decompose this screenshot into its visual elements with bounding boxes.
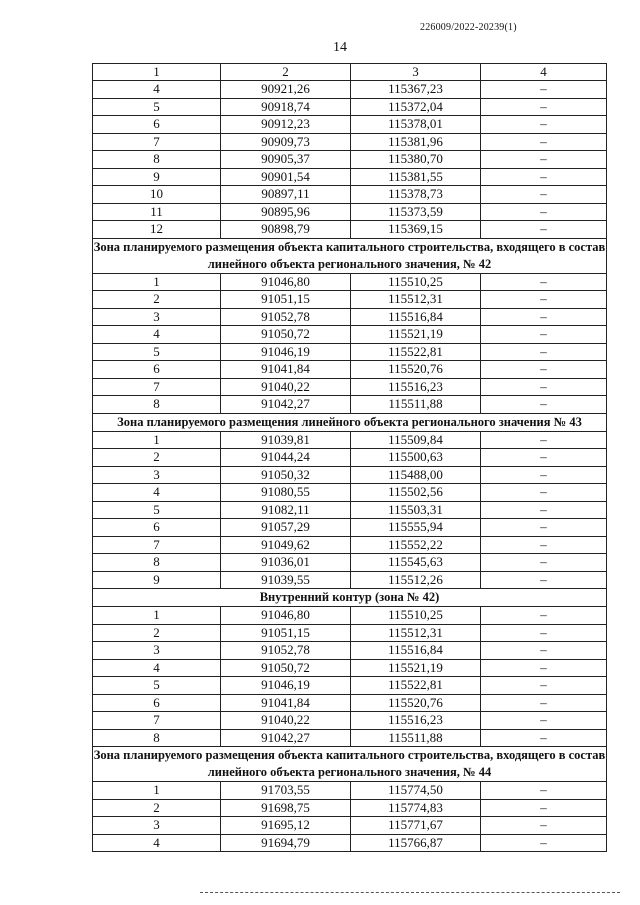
table-row	[93, 642, 607, 660]
note-cell: –	[481, 449, 607, 467]
y-coordinate-cell: 115521,19	[351, 326, 481, 344]
x-coordinate-cell: 91695,12	[221, 817, 351, 835]
point-number-cell: 3	[93, 642, 221, 660]
y-coordinate-cell: 115488,00	[351, 466, 481, 484]
y-coordinate-cell: 115512,31	[351, 291, 481, 309]
note-cell: –	[481, 571, 607, 589]
section-title-row	[93, 238, 607, 273]
x-coordinate-cell: 90921,26	[221, 81, 351, 99]
table-row	[93, 186, 607, 204]
note-cell: –	[481, 799, 607, 817]
point-number-cell: 2	[93, 449, 221, 467]
point-number-cell: 8	[93, 151, 221, 169]
x-coordinate-cell: 91050,32	[221, 466, 351, 484]
x-coordinate-cell: 91042,27	[221, 396, 351, 414]
note-cell: –	[481, 326, 607, 344]
point-number-cell: 6	[93, 116, 221, 134]
y-coordinate-cell: 115373,59	[351, 203, 481, 221]
note-cell: –	[481, 642, 607, 660]
y-coordinate-cell: 115378,01	[351, 116, 481, 134]
x-coordinate-cell: 91080,55	[221, 484, 351, 502]
table-row	[93, 799, 607, 817]
note-cell: –	[481, 729, 607, 747]
point-number-cell: 6	[93, 519, 221, 537]
table-row	[93, 782, 607, 800]
x-coordinate-cell: 90905,37	[221, 151, 351, 169]
note-cell: –	[481, 151, 607, 169]
x-coordinate-cell: 91050,72	[221, 326, 351, 344]
note-cell: –	[481, 782, 607, 800]
x-coordinate-cell: 91698,75	[221, 799, 351, 817]
x-coordinate-cell: 91046,19	[221, 343, 351, 361]
y-coordinate-cell: 115511,88	[351, 729, 481, 747]
note-cell: –	[481, 396, 607, 414]
point-number-cell: 8	[93, 554, 221, 572]
point-number-cell: 4	[93, 326, 221, 344]
x-coordinate-cell: 91046,19	[221, 677, 351, 695]
y-coordinate-cell: 115516,84	[351, 642, 481, 660]
point-number-cell: 2	[93, 291, 221, 309]
note-cell: –	[481, 98, 607, 116]
note-cell: –	[481, 361, 607, 379]
table-row	[93, 554, 607, 572]
section-title-row	[93, 413, 607, 431]
note-cell: –	[481, 712, 607, 730]
table-row	[93, 151, 607, 169]
note-cell: –	[481, 431, 607, 449]
section-title: Внутренний контур (зона № 42)	[93, 589, 607, 607]
page-number: 14	[333, 40, 347, 55]
footer-divider	[200, 892, 620, 893]
x-coordinate-cell: 91044,24	[221, 449, 351, 467]
point-number-cell: 4	[93, 81, 221, 99]
table-row	[93, 116, 607, 134]
coordinates-table	[92, 63, 607, 852]
y-coordinate-cell: 115367,23	[351, 81, 481, 99]
point-number-cell: 10	[93, 186, 221, 204]
y-coordinate-cell: 115503,31	[351, 501, 481, 519]
table-row	[93, 694, 607, 712]
point-number-cell: 4	[93, 484, 221, 502]
table-row	[93, 378, 607, 396]
y-coordinate-cell: 115378,73	[351, 186, 481, 204]
x-coordinate-cell: 91057,29	[221, 519, 351, 537]
y-coordinate-cell: 115516,23	[351, 378, 481, 396]
point-number-cell: 3	[93, 817, 221, 835]
x-coordinate-cell: 91051,15	[221, 291, 351, 309]
point-number-cell: 1	[93, 782, 221, 800]
point-number-cell: 3	[93, 466, 221, 484]
y-coordinate-cell: 115510,25	[351, 273, 481, 291]
x-coordinate-cell: 90918,74	[221, 98, 351, 116]
point-number-cell: 7	[93, 712, 221, 730]
x-coordinate-cell: 91042,27	[221, 729, 351, 747]
x-coordinate-cell: 91703,55	[221, 782, 351, 800]
x-coordinate-cell: 91052,78	[221, 308, 351, 326]
x-coordinate-cell: 91052,78	[221, 642, 351, 660]
table-header-row	[93, 64, 607, 81]
note-cell: –	[481, 221, 607, 239]
y-coordinate-cell: 115381,55	[351, 168, 481, 186]
x-coordinate-cell: 90895,96	[221, 203, 351, 221]
y-coordinate-cell: 115516,23	[351, 712, 481, 730]
note-cell: –	[481, 186, 607, 204]
point-number-cell: 5	[93, 98, 221, 116]
note-cell: –	[481, 834, 607, 852]
table-row	[93, 168, 607, 186]
x-coordinate-cell: 90897,11	[221, 186, 351, 204]
note-cell: –	[481, 81, 607, 99]
note-cell: –	[481, 378, 607, 396]
x-coordinate-cell: 91082,11	[221, 501, 351, 519]
point-number-cell: 7	[93, 536, 221, 554]
point-number-cell: 5	[93, 501, 221, 519]
x-coordinate-cell: 91049,62	[221, 536, 351, 554]
coordinates-table-body	[93, 64, 607, 852]
y-coordinate-cell: 115500,63	[351, 449, 481, 467]
y-coordinate-cell: 115372,04	[351, 98, 481, 116]
table-row	[93, 659, 607, 677]
y-coordinate-cell: 115510,25	[351, 607, 481, 625]
section-title: Зона планируемого размещения объекта капитального строительства, входящего в состав линейного объекта регионального значения, № 42	[93, 238, 607, 273]
y-coordinate-cell: 115771,67	[351, 817, 481, 835]
x-coordinate-cell: 91046,80	[221, 607, 351, 625]
point-number-cell: 6	[93, 361, 221, 379]
table-row	[93, 98, 607, 116]
table-row	[93, 607, 607, 625]
table-row	[93, 677, 607, 695]
table-row	[93, 343, 607, 361]
y-coordinate-cell: 115516,84	[351, 308, 481, 326]
note-cell: –	[481, 168, 607, 186]
y-coordinate-cell: 115774,50	[351, 782, 481, 800]
x-coordinate-cell: 91050,72	[221, 659, 351, 677]
table-row	[93, 396, 607, 414]
y-coordinate-cell: 115552,22	[351, 536, 481, 554]
note-cell: –	[481, 554, 607, 572]
section-title-row	[93, 589, 607, 607]
x-coordinate-cell: 91046,80	[221, 273, 351, 291]
table-row	[93, 834, 607, 852]
note-cell: –	[481, 536, 607, 554]
y-coordinate-cell: 115520,76	[351, 361, 481, 379]
y-coordinate-cell: 115522,81	[351, 677, 481, 695]
y-coordinate-cell: 115521,19	[351, 659, 481, 677]
point-number-cell: 1	[93, 607, 221, 625]
note-cell: –	[481, 466, 607, 484]
table-row	[93, 273, 607, 291]
point-number-cell: 2	[93, 624, 221, 642]
note-cell: –	[481, 273, 607, 291]
column-header: 2	[221, 64, 351, 81]
x-coordinate-cell: 90912,23	[221, 116, 351, 134]
section-title-row	[93, 747, 607, 782]
x-coordinate-cell: 91039,55	[221, 571, 351, 589]
point-number-cell: 8	[93, 396, 221, 414]
table-row	[93, 501, 607, 519]
point-number-cell: 7	[93, 133, 221, 151]
table-row	[93, 326, 607, 344]
point-number-cell: 5	[93, 677, 221, 695]
column-header: 3	[351, 64, 481, 81]
table-row	[93, 712, 607, 730]
table-row	[93, 308, 607, 326]
x-coordinate-cell: 91039,81	[221, 431, 351, 449]
table-row	[93, 624, 607, 642]
y-coordinate-cell: 115512,26	[351, 571, 481, 589]
y-coordinate-cell: 115509,84	[351, 431, 481, 449]
point-number-cell: 8	[93, 729, 221, 747]
x-coordinate-cell: 90898,79	[221, 221, 351, 239]
x-coordinate-cell: 90909,73	[221, 133, 351, 151]
note-cell: –	[481, 484, 607, 502]
table-row	[93, 431, 607, 449]
section-title: Зона планируемого размещения линейного объекта регионального значения № 43	[93, 413, 607, 431]
note-cell: –	[481, 501, 607, 519]
table-row	[93, 729, 607, 747]
x-coordinate-cell: 90901,54	[221, 168, 351, 186]
note-cell: –	[481, 133, 607, 151]
point-number-cell: 9	[93, 571, 221, 589]
note-cell: –	[481, 203, 607, 221]
point-number-cell: 5	[93, 343, 221, 361]
y-coordinate-cell: 115511,88	[351, 396, 481, 414]
point-number-cell: 12	[93, 221, 221, 239]
note-cell: –	[481, 308, 607, 326]
y-coordinate-cell: 115774,83	[351, 799, 481, 817]
note-cell: –	[481, 519, 607, 537]
note-cell: –	[481, 659, 607, 677]
table-row	[93, 519, 607, 537]
y-coordinate-cell: 115545,63	[351, 554, 481, 572]
note-cell: –	[481, 291, 607, 309]
point-number-cell: 3	[93, 308, 221, 326]
table-row	[93, 361, 607, 379]
note-cell: –	[481, 677, 607, 695]
x-coordinate-cell: 91041,84	[221, 361, 351, 379]
table-row	[93, 571, 607, 589]
x-coordinate-cell: 91041,84	[221, 694, 351, 712]
point-number-cell: 1	[93, 431, 221, 449]
x-coordinate-cell: 91694,79	[221, 834, 351, 852]
column-header: 4	[481, 64, 607, 81]
table-row	[93, 81, 607, 99]
point-number-cell: 4	[93, 834, 221, 852]
column-header: 1	[93, 64, 221, 81]
point-number-cell: 11	[93, 203, 221, 221]
table-row	[93, 449, 607, 467]
document-number: 226009/2022-20239(1)	[420, 22, 517, 33]
note-cell: –	[481, 343, 607, 361]
x-coordinate-cell: 91051,15	[221, 624, 351, 642]
x-coordinate-cell: 91040,22	[221, 378, 351, 396]
point-number-cell: 7	[93, 378, 221, 396]
table-row	[93, 466, 607, 484]
note-cell: –	[481, 116, 607, 134]
y-coordinate-cell: 115766,87	[351, 834, 481, 852]
x-coordinate-cell: 91036,01	[221, 554, 351, 572]
table-row	[93, 817, 607, 835]
y-coordinate-cell: 115369,15	[351, 221, 481, 239]
point-number-cell: 9	[93, 168, 221, 186]
point-number-cell: 2	[93, 799, 221, 817]
point-number-cell: 1	[93, 273, 221, 291]
y-coordinate-cell: 115381,96	[351, 133, 481, 151]
section-title: Зона планируемого размещения объекта капитального строительства, входящего в состав линейного объекта регионального значения, № 44	[93, 747, 607, 782]
note-cell: –	[481, 817, 607, 835]
note-cell: –	[481, 607, 607, 625]
note-cell: –	[481, 694, 607, 712]
y-coordinate-cell: 115522,81	[351, 343, 481, 361]
table-row	[93, 484, 607, 502]
x-coordinate-cell: 91040,22	[221, 712, 351, 730]
table-row	[93, 291, 607, 309]
table-row	[93, 133, 607, 151]
note-cell: –	[481, 624, 607, 642]
table-row	[93, 536, 607, 554]
point-number-cell: 4	[93, 659, 221, 677]
y-coordinate-cell: 115555,94	[351, 519, 481, 537]
y-coordinate-cell: 115512,31	[351, 624, 481, 642]
y-coordinate-cell: 115520,76	[351, 694, 481, 712]
point-number-cell: 6	[93, 694, 221, 712]
y-coordinate-cell: 115380,70	[351, 151, 481, 169]
table-row	[93, 203, 607, 221]
table-row	[93, 221, 607, 239]
y-coordinate-cell: 115502,56	[351, 484, 481, 502]
